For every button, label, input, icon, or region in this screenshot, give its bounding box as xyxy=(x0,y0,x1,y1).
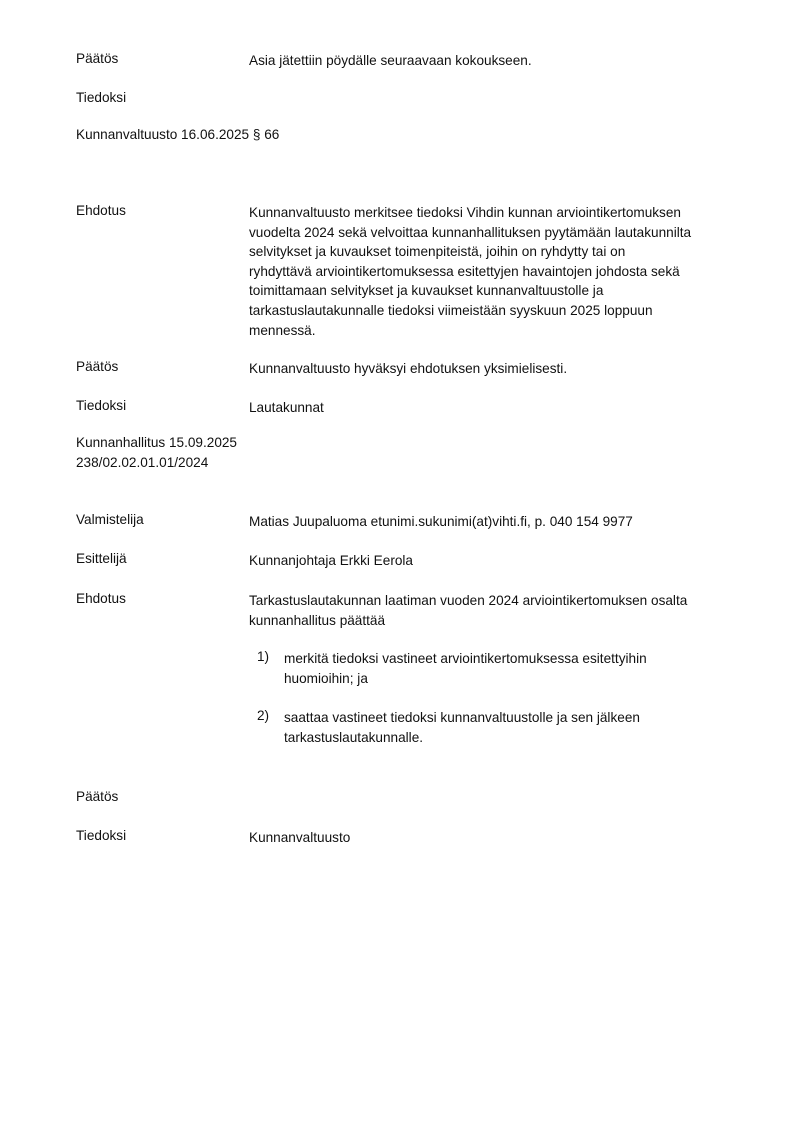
list-item-line: saattaa vastineet tiedoksi kunnanvaltuustolle ja sen jälkeen xyxy=(284,710,640,725)
tiedoksi-value: Kunnanvaltuusto xyxy=(249,830,351,845)
ehdotus-text xyxy=(249,591,736,630)
ehdotus-line: tarkastuslautakunnalle tiedoksi viimeistään syyskuun 2025 loppuun xyxy=(249,302,653,318)
ehdotus-text xyxy=(249,203,736,340)
kunnanhallitus-heading xyxy=(76,433,237,472)
paatos-label: Päätös xyxy=(76,789,119,804)
ehdotus-line: vuodelta 2024 sekä velvoittaa kunnanhallituksen pyytämään lautakunnilta xyxy=(249,224,692,240)
list-item-number: 1) xyxy=(257,649,270,664)
list-item-line: tarkastuslautakunnalle. xyxy=(284,729,424,745)
valmistelija-label: Valmistelija xyxy=(76,512,144,527)
ehdotus-label: Ehdotus xyxy=(76,591,126,606)
valmistelija-value: Matias Juupaluoma etunimi.sukunimi(at)vihti.fi, p. 040 154 9977 xyxy=(249,514,633,529)
paatos-value: Kunnanvaltuusto hyväksyi ehdotuksen yksimielisesti. xyxy=(249,361,568,376)
kunnanvaltuusto-heading: Kunnanvaltuusto 16.06.2025 § 66 xyxy=(76,127,280,142)
list-item-text xyxy=(284,708,734,747)
tiedoksi-label: Tiedoksi xyxy=(76,828,127,843)
list-item-text xyxy=(284,649,734,688)
tiedoksi-label: Tiedoksi xyxy=(76,90,127,105)
ehdotus-line: toimittamaan selvitykset ja kuvaukset kunnanvaltuustolle ja xyxy=(249,283,604,299)
tiedoksi-value: Lautakunnat xyxy=(249,400,324,415)
ehdotus-line: Tarkastuslautakunnan laatiman vuoden 2024 arviointikertomuksen osalta xyxy=(249,593,688,608)
ehdotus-line: mennessä. xyxy=(249,322,316,338)
paatos-label: Päätös xyxy=(76,51,119,66)
paatos-label: Päätös xyxy=(76,359,119,374)
list-item-line: merkitä tiedoksi vastineet arviointikertomuksessa esitettyihin xyxy=(284,651,647,666)
list-item-number: 2) xyxy=(257,708,270,723)
ehdotus-line: ryhdyttävä arviointikertomuksessa esitettyjen havaintojen johdosta sekä xyxy=(249,263,680,279)
ehdotus-line: selvitykset ja kuvaukset toimenpiteistä, joihin on ryhdytty tai on xyxy=(249,244,626,260)
esittelija-value: Kunnanjohtaja Erkki Eerola xyxy=(249,553,413,568)
list-item-line: huomioihin; ja xyxy=(284,670,368,686)
ehdotus-label: Ehdotus xyxy=(76,203,126,218)
ehdotus-line: Kunnanvaltuusto merkitsee tiedoksi Vihdin kunnan arviointikertomuksen xyxy=(249,205,681,220)
esittelija-label: Esittelijä xyxy=(76,551,127,566)
tiedoksi-label: Tiedoksi xyxy=(76,398,127,413)
paatos-value: Asia jätettiin pöydälle seuraavaan kokoukseen. xyxy=(249,53,532,68)
case-number: 238/02.02.01.01/2024 xyxy=(76,454,209,470)
kunnanhallitus-date: Kunnanhallitus 15.09.2025 xyxy=(76,435,237,450)
ehdotus-line: kunnanhallitus päättää xyxy=(249,612,386,628)
